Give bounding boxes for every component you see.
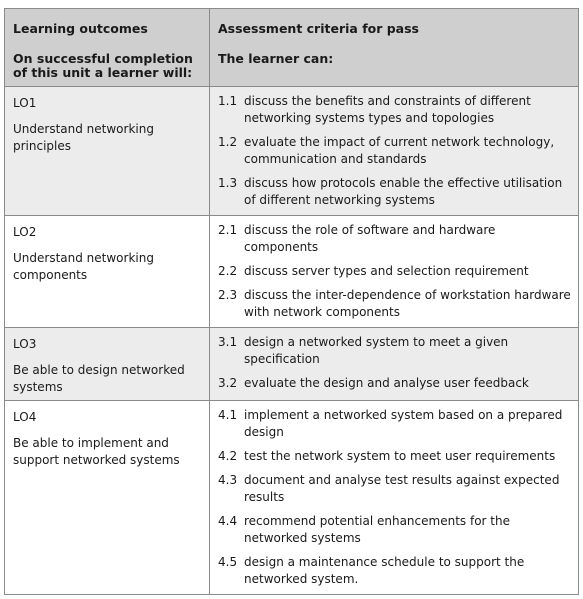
criterion-text: discuss the benefits and constraints of different networking systems types and topologies [244, 94, 531, 125]
criterion-number: 4.5 [218, 555, 238, 569]
criterion-text: discuss how protocols enable the effective utilisation of different networking systems [244, 176, 563, 207]
criterion-text: recommend potential enhancements for the networked systems [244, 514, 510, 545]
outcome-text: Be able to design networked systems [13, 363, 185, 394]
criterion-text: design a maintenance schedule to support the networked system. [244, 555, 525, 586]
outcome-code: LO2 [13, 225, 37, 239]
criterion-number: 4.4 [218, 514, 238, 528]
criterion-text: discuss the inter-dependence of workstation hardware with network components [244, 288, 571, 319]
criterion-number: 4.3 [218, 473, 238, 487]
criterion-item [218, 554, 572, 588]
table-row [5, 401, 579, 595]
table-row [5, 328, 579, 401]
criterion-item [218, 472, 572, 506]
table-row [5, 87, 579, 216]
outcome-text: Be able to implement and support networked systems [13, 436, 180, 467]
criterion-number: 4.1 [218, 408, 238, 422]
outcome-cell-lo2 [5, 216, 210, 328]
outcome-code: LO4 [13, 410, 37, 424]
criterion-number: 1.1 [218, 94, 238, 108]
criterion-number: 1.3 [218, 176, 238, 190]
criterion-number: 3.2 [218, 376, 238, 390]
criterion-item [218, 407, 572, 441]
criterion-text: discuss server types and selection requirement [244, 264, 529, 278]
header-right-subtitle: The learner can: [218, 51, 334, 66]
outcome-code: LO3 [13, 337, 37, 351]
criterion-text: evaluate the design and analyse user feedback [244, 376, 529, 390]
outcome-text: Understand networking components [13, 251, 154, 282]
criterion-text: document and analyse test results against expected results [244, 473, 560, 504]
outcome-cell-lo4 [5, 401, 210, 595]
header-left-title: Learning outcomes [13, 21, 148, 36]
criterion-item [218, 93, 572, 127]
criterion-item [218, 287, 572, 321]
criterion-number: 4.2 [218, 449, 238, 463]
criterion-number: 2.2 [218, 264, 238, 278]
outcome-cell-lo3 [5, 328, 210, 401]
criterion-number: 2.1 [218, 223, 238, 237]
criterion-text: implement a networked system based on a prepared design [244, 408, 563, 439]
criterion-item [218, 222, 572, 256]
criterion-number: 2.3 [218, 288, 238, 302]
criterion-number: 3.1 [218, 335, 238, 349]
criterion-item [218, 134, 572, 168]
header-learning-outcomes [5, 9, 210, 87]
table-header-row [5, 9, 579, 87]
header-assessment-criteria [210, 9, 579, 87]
criterion-text: discuss the role of software and hardware components [244, 223, 496, 254]
criterion-text: test the network system to meet user requirements [244, 449, 556, 463]
outcome-code: LO1 [13, 96, 37, 110]
outcomes-table [4, 8, 579, 595]
criteria-cell-lo2 [210, 216, 579, 328]
criterion-item [218, 375, 572, 392]
outcome-cell-lo1 [5, 87, 210, 216]
criterion-text: evaluate the impact of current network technology, communication and standards [244, 135, 555, 166]
criterion-item [218, 263, 572, 280]
criteria-cell-lo3 [210, 328, 579, 401]
criteria-cell-lo1 [210, 87, 579, 216]
criteria-cell-lo4 [210, 401, 579, 595]
header-left-subtitle: On successful completion of this unit a learner will: [13, 51, 193, 80]
criterion-item [218, 448, 572, 465]
outcome-text: Understand networking principles [13, 122, 154, 153]
criterion-item [218, 513, 572, 547]
criterion-text: design a networked system to meet a given specification [244, 335, 509, 366]
criterion-number: 1.2 [218, 135, 238, 149]
criterion-item [218, 334, 572, 368]
criterion-item [218, 175, 572, 209]
table-row [5, 216, 579, 328]
header-right-title: Assessment criteria for pass [218, 21, 419, 36]
